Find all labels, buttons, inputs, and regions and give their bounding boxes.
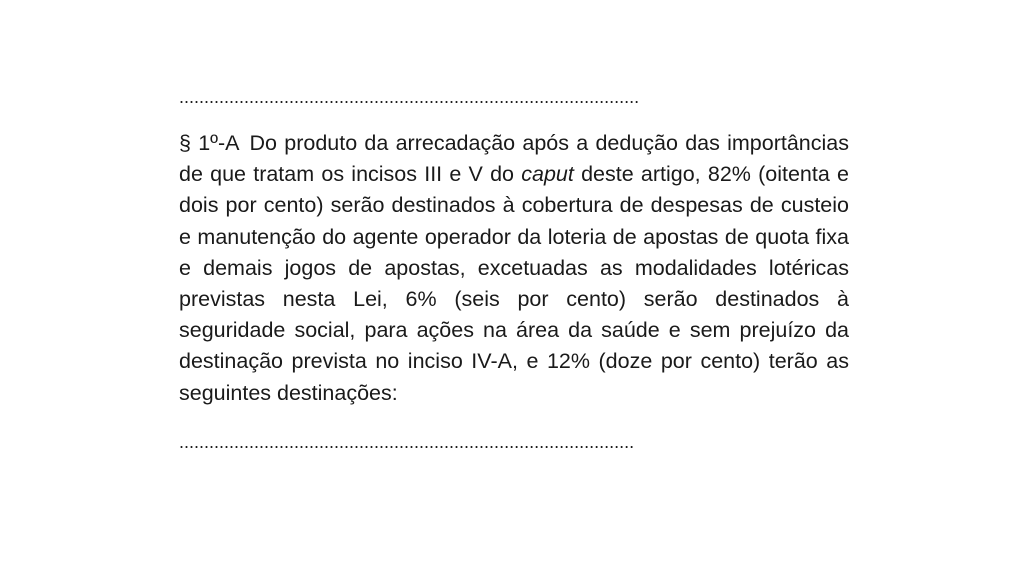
- paragraph-text-end: deste artigo, 82% (oitenta e dois por cento) serão destinados à cobertura de despesas de custeio e manutenção do agente operador da loteria de apostas de quota fixa e demais jogos de apostas, excetuadas as modalidades lotéricas previstas nesta Lei, 6% (seis por cento) serão destinados à seguridade social, para ações na área da saúde e sem prejuízo da destinação prevista no inciso IV-A, e 12% (doze por cento) terão as seguintes destinações:: [179, 162, 849, 405]
- paragraph-italic-caput: caput: [521, 162, 574, 187]
- document-page: [179, 86, 849, 453]
- paragraph-label: § 1º-A: [179, 131, 240, 155]
- paragraph-text-start: Do produto da arrecadação após a dedução das importâncias de que tratam os incisos III e V do: [179, 131, 849, 187]
- separator-dots-bottom: ...........................................................................................: [179, 431, 635, 452]
- separator-dots-top: ............................................................................................: [179, 87, 640, 107]
- paragraph-1-A: [179, 128, 849, 409]
